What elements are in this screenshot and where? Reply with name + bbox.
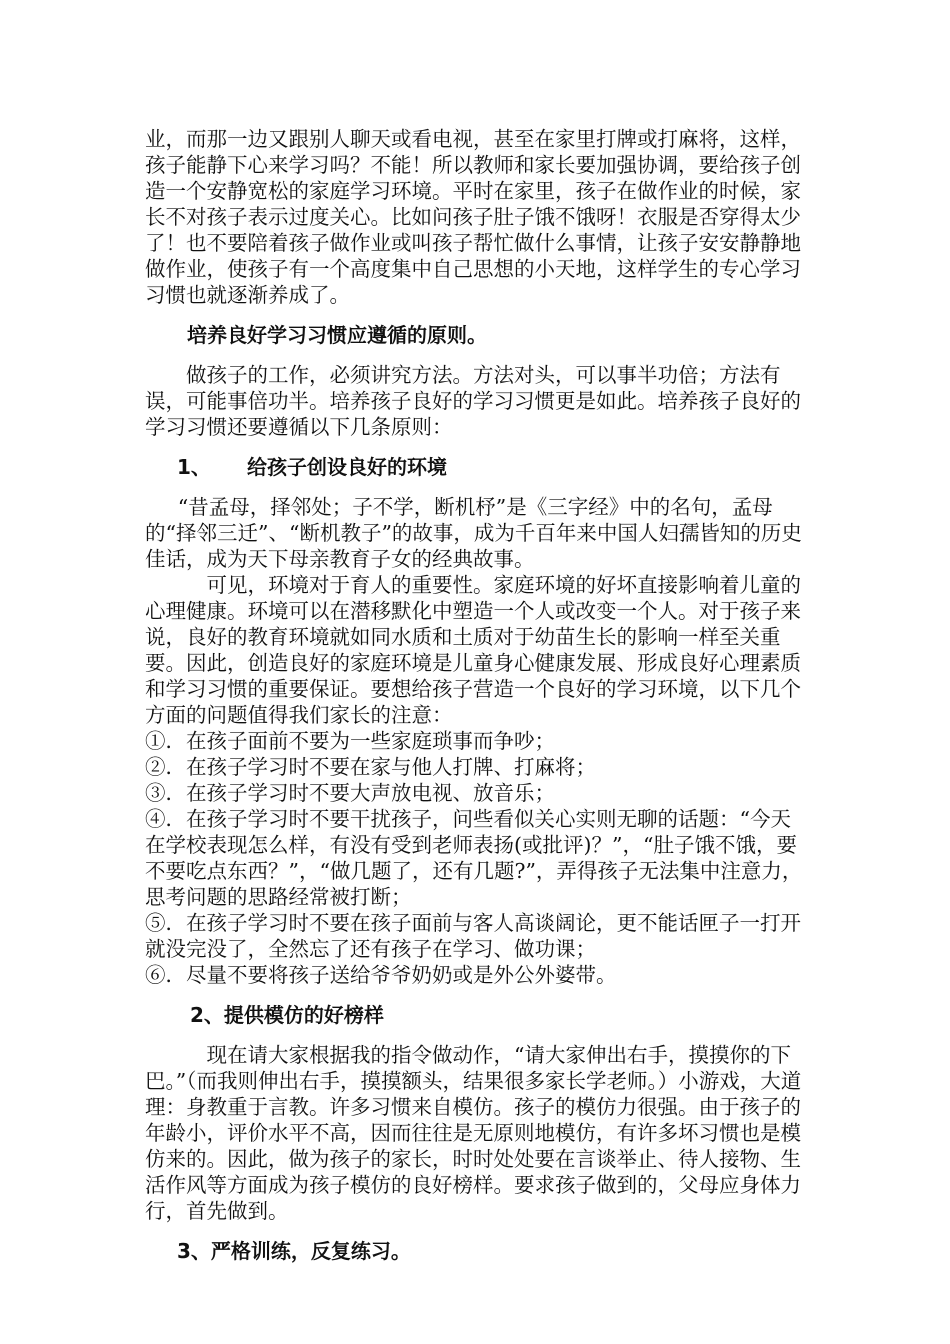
principles-intro-paragraph: 做孩子的工作，必须讲究方法。方法对头，可以事半功倍；方法有误，可能事倍功半。培养孩子良好的学习习惯更是如此。培养孩子良好的学习习惯还要遵循以下几条原则：	[145, 363, 801, 439]
section2-heading: 2、提供模仿的好榜样	[190, 1003, 384, 1027]
section3-heading: 3、严格训练，反复练习。	[177, 1239, 411, 1263]
section1-paragraph-1: “昔孟母，择邻处；子不学，断机杼”是《三字经》中的名句，孟母的“择邻三迁”、“断机教子”的故事，成为千百年来中国人妇孺皆知的历史佳话，成为天下母亲教育子女的经典故事。	[145, 495, 802, 571]
list-item: ⑥．尽量不要将孩子送给爷爷奶奶或是外公外婆带。	[145, 963, 617, 987]
document-page	[145, 126, 810, 1278]
section1-heading	[177, 454, 810, 480]
list-item: ②．在孩子学习时不要在家与他人打牌、打麻将；	[145, 755, 596, 779]
intro-paragraph: 业，而那一边又跟别人聊天或看电视，甚至在家里打牌或打麻将，这样，孩子能静下心来学习吗？不能！所以教师和家长要加强协调，要给孩子创造一个安静宽松的家庭学习环境。平时在家里，孩子在做作业的时候，家长不对孩子表示过度关心。比如问孩子肚子饿不饿呀！衣服是否穿得太少了！也不要陪着孩子做作业或叫孩子帮忙做什么事情，让孩子安安静静地做作业，使孩子有一个高度集中自己思想的小天地，这样学生的专心学习习惯也就逐渐养成了。	[145, 127, 801, 307]
list-item: ③．在孩子学习时不要大声放电视、放音乐；	[145, 781, 555, 805]
section1-title: 给孩子创设良好的环境	[247, 455, 447, 479]
principles-heading: 培养良好学习习惯应遵循的原则。	[187, 323, 487, 347]
section2-paragraph-1: 现在请大家根据我的指令做动作，“请大家伸出右手，摸摸你的下巴。”（而我则伸出右手，摸摸额头，结果很多家长学老师。）小游戏，大道理：身教重于言教。许多习惯来自模仿。孩子的模仿力很强。由于孩子的年龄小，评价水平不高，因而往往是无原则地模仿，有许多坏习惯也是模仿来的。因此，做为孩子的家长，时时处处要在言谈举止、待人接物、生活作风等方面成为孩子模仿的良好榜样。要求孩子做到的，父母应身体力行，首先做到。	[145, 1043, 802, 1223]
list-item: ④．在孩子学习时不要干扰孩子，问些看似关心实则无聊的话题：“今天在学校表现怎么样，有没有受到老师表扬(或批评)？”，“肚子饿不饿，要不要吃点东西？”，“做几题了，还有几题?”，弄得孩子无法集中注意力，思考问题的思路经常被打断；	[145, 807, 803, 909]
list-item: ①．在孩子面前不要为一些家庭琐事而争吵；	[145, 729, 555, 753]
list-item: ⑤．在孩子学习时不要在孩子面前与客人高谈阔论，更不能话匣子一打开就没完没了，全然忘了还有孩子在学习、做功课；	[145, 911, 801, 961]
section1-number: 1、	[177, 455, 211, 479]
section1-paragraph-2: 可见，环境对于育人的重要性。家庭环境的好坏直接影响着儿童的心理健康。环境可以在潜移默化中塑造一个人或改变一个人。对于孩子来说，良好的教育环境就如同水质和土质对于幼苗生长的影响一样至关重要。因此，创造良好的家庭环境是儿童身心健康发展、形成良好心理素质和学习习惯的重要保证。要想给孩子营造一个良好的学习环境，以下几个方面的问题值得我们家长的注意：	[145, 573, 801, 727]
